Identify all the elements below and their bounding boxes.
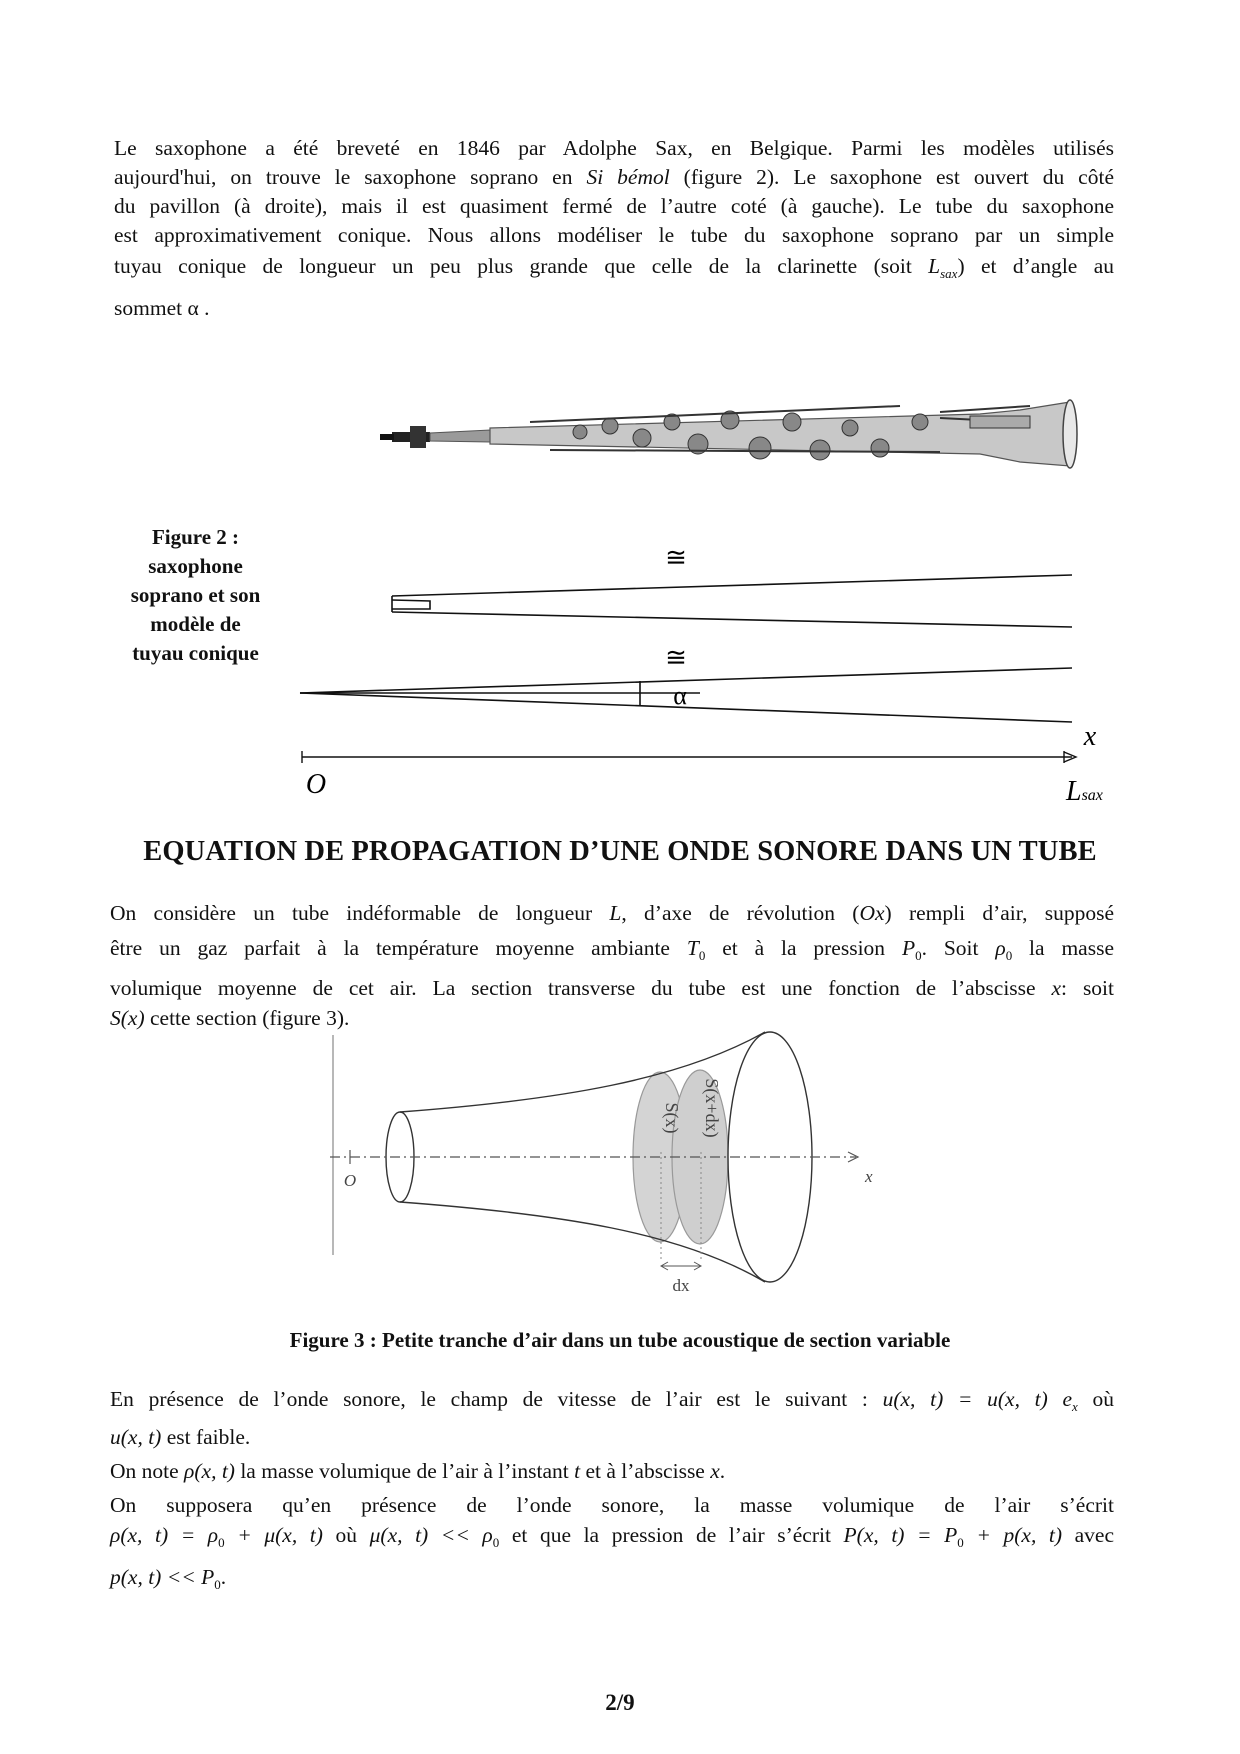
subscript: 0 <box>915 948 922 963</box>
pressure-equation-rest: + p(x, t) <box>963 1523 1063 1547</box>
intro-line-3: du pavillon (à droite), mais il est quasiment fermé de l’autre coté (à gauche). Le tube du saxophone <box>114 194 1114 218</box>
figure3-caption: Figure 3 : Petite tranche d’air dans un tube acoustique de section variable <box>289 1328 951 1352</box>
intro-line-6: sommet α . <box>114 296 210 320</box>
intro-line-1: Le saxophone a été breveté en 1846 par Adolphe Sax, en Belgique. Parmi les modèles utilisés <box>114 136 1114 160</box>
text: la masse volumique de l’air à l’instant <box>234 1459 575 1483</box>
subscript: x <box>1072 1399 1078 1414</box>
intro-paragraph <box>114 134 1114 323</box>
p-inequality: p(x, t) << P <box>110 1565 215 1589</box>
sax-tube-outline <box>392 575 1072 627</box>
p2-line-3 <box>110 973 1114 1003</box>
text: volumique moyenne de cet air. La section transverse du tube est une fonction de l’abscisse <box>110 976 1052 1000</box>
subscript: 0 <box>218 1535 225 1550</box>
mu-inequality: μ(x, t) << ρ <box>369 1523 493 1547</box>
text: tuyau conique de longueur un peu plus grande que celle de la clarinette (soit <box>114 254 929 278</box>
intro-line-2 <box>114 163 1114 192</box>
text: être un gaz parfait à la température moyenne ambiante <box>110 936 687 960</box>
t-symbol: t <box>574 1459 581 1483</box>
p3-line-1 <box>110 1384 1114 1422</box>
p3-line-6 <box>110 1562 1114 1600</box>
p0-symbol: P <box>901 936 916 960</box>
text: est faible. <box>161 1425 251 1449</box>
approx-symbol-2: ≅ <box>665 643 687 672</box>
text: . <box>719 1459 726 1483</box>
text: et à l’abscisse <box>580 1459 711 1483</box>
intro-line-4: est approximativement conique. Nous allons modéliser le tube du saxophone soprano par un simple <box>114 223 1114 247</box>
subscript: 0 <box>698 948 706 963</box>
text: ) et d’angle au <box>957 254 1115 278</box>
text: et à la pression <box>705 936 902 960</box>
ox-symbol: Ox <box>859 901 885 925</box>
l-symbol: L <box>609 901 622 925</box>
section-title: EQUATION DE PROPAGATION D’UNE ONDE SONORE DANS UN TUBE <box>143 836 1097 867</box>
pressure-equation: P(x, t) = P <box>843 1523 958 1547</box>
text: (figure 2). Le saxophone est ouvert du côté <box>669 165 1114 189</box>
si-bemol-text: Si bémol <box>586 165 670 189</box>
p3-line-2 <box>110 1422 1114 1452</box>
velocity-equation: u(x, t) = u(x, t) e <box>882 1387 1073 1411</box>
subscript: 0 <box>957 1535 964 1550</box>
dx-label: dx <box>672 1276 690 1295</box>
l-sax-symbol: L <box>928 254 941 278</box>
text: On note <box>110 1459 185 1483</box>
text: . Soit <box>921 936 996 960</box>
rho-symbol: ρ(x, t) <box>184 1459 235 1483</box>
x-symbol: x <box>1051 976 1062 1000</box>
figure2-saxophone-image <box>380 392 1080 498</box>
p3-line-4: On supposera qu’en présence de l’onde sonore, la masse volumique de l’air s’écrit <box>110 1493 1114 1517</box>
rho-equation-rest: + μ(x, t) <box>224 1523 323 1547</box>
text: , d’axe de révolution ( <box>621 901 860 925</box>
text: aujourd'hui, on trouve le saxophone soprano en <box>114 165 587 189</box>
page-number: 2/9 <box>605 1690 635 1715</box>
text: : soit <box>1061 976 1115 1000</box>
figure2-cone-diagram <box>0 530 1240 810</box>
p2-line-1 <box>110 896 1114 931</box>
x-axis-label: x <box>1083 721 1097 752</box>
figure3-diagram <box>0 1010 1240 1310</box>
text: . <box>220 1565 227 1589</box>
approx-symbol-1: ≅ <box>665 543 687 572</box>
l-sax-end-main: L <box>1066 776 1082 807</box>
sx-label: S(x) <box>662 1102 682 1134</box>
l-sax-subscript: sax <box>940 266 958 281</box>
text: cette section (figure 3). <box>144 1006 350 1030</box>
origin-label: O <box>343 1171 357 1190</box>
caption-line: modèle de <box>150 612 241 636</box>
alpha-label: α <box>673 681 687 710</box>
subscript: 0 <box>1005 948 1013 963</box>
caption-line: soprano et son <box>130 583 261 607</box>
x-symbol: x <box>710 1459 720 1483</box>
x-label: x <box>865 1167 873 1186</box>
caption-line: saxophone <box>148 554 243 578</box>
text: avec <box>1062 1523 1115 1547</box>
p3-line-5 <box>110 1520 1114 1558</box>
p3-line-3 <box>110 1456 1114 1486</box>
text: On considère un tube indéformable de longueur <box>110 901 610 925</box>
text: En présence de l’onde sonore, le champ de vitesse de l’air est le suivant : <box>110 1387 883 1411</box>
text: où <box>1077 1387 1114 1411</box>
origin-label: O <box>305 769 327 800</box>
rho0-symbol: ρ <box>995 936 1006 960</box>
rho-equation: ρ(x, t) = ρ <box>110 1523 219 1547</box>
text: ) rempli d’air, supposé <box>884 901 1114 925</box>
l-sax-end-sub: sax <box>1081 787 1103 804</box>
sxdx-label: S(x+dx) <box>702 1078 722 1138</box>
caption-line: Figure 2 : <box>151 525 240 549</box>
paragraph-3 <box>110 1384 1114 1600</box>
caption-line: tuyau conique <box>132 641 259 665</box>
l-sax-end-label <box>1065 776 1103 807</box>
s-symbol: S(x) <box>110 1006 145 1030</box>
u-symbol: u(x, t) <box>110 1425 162 1449</box>
text: la masse <box>1012 936 1114 960</box>
intro-line-5 <box>114 252 1114 288</box>
text: et que la pression de l’air s’écrit <box>499 1523 844 1547</box>
subscript: 0 <box>492 1535 500 1550</box>
t0-symbol: T <box>686 936 699 960</box>
subscript: 0 <box>214 1577 221 1592</box>
text: où <box>322 1523 370 1547</box>
p2-line-2 <box>110 931 1114 973</box>
